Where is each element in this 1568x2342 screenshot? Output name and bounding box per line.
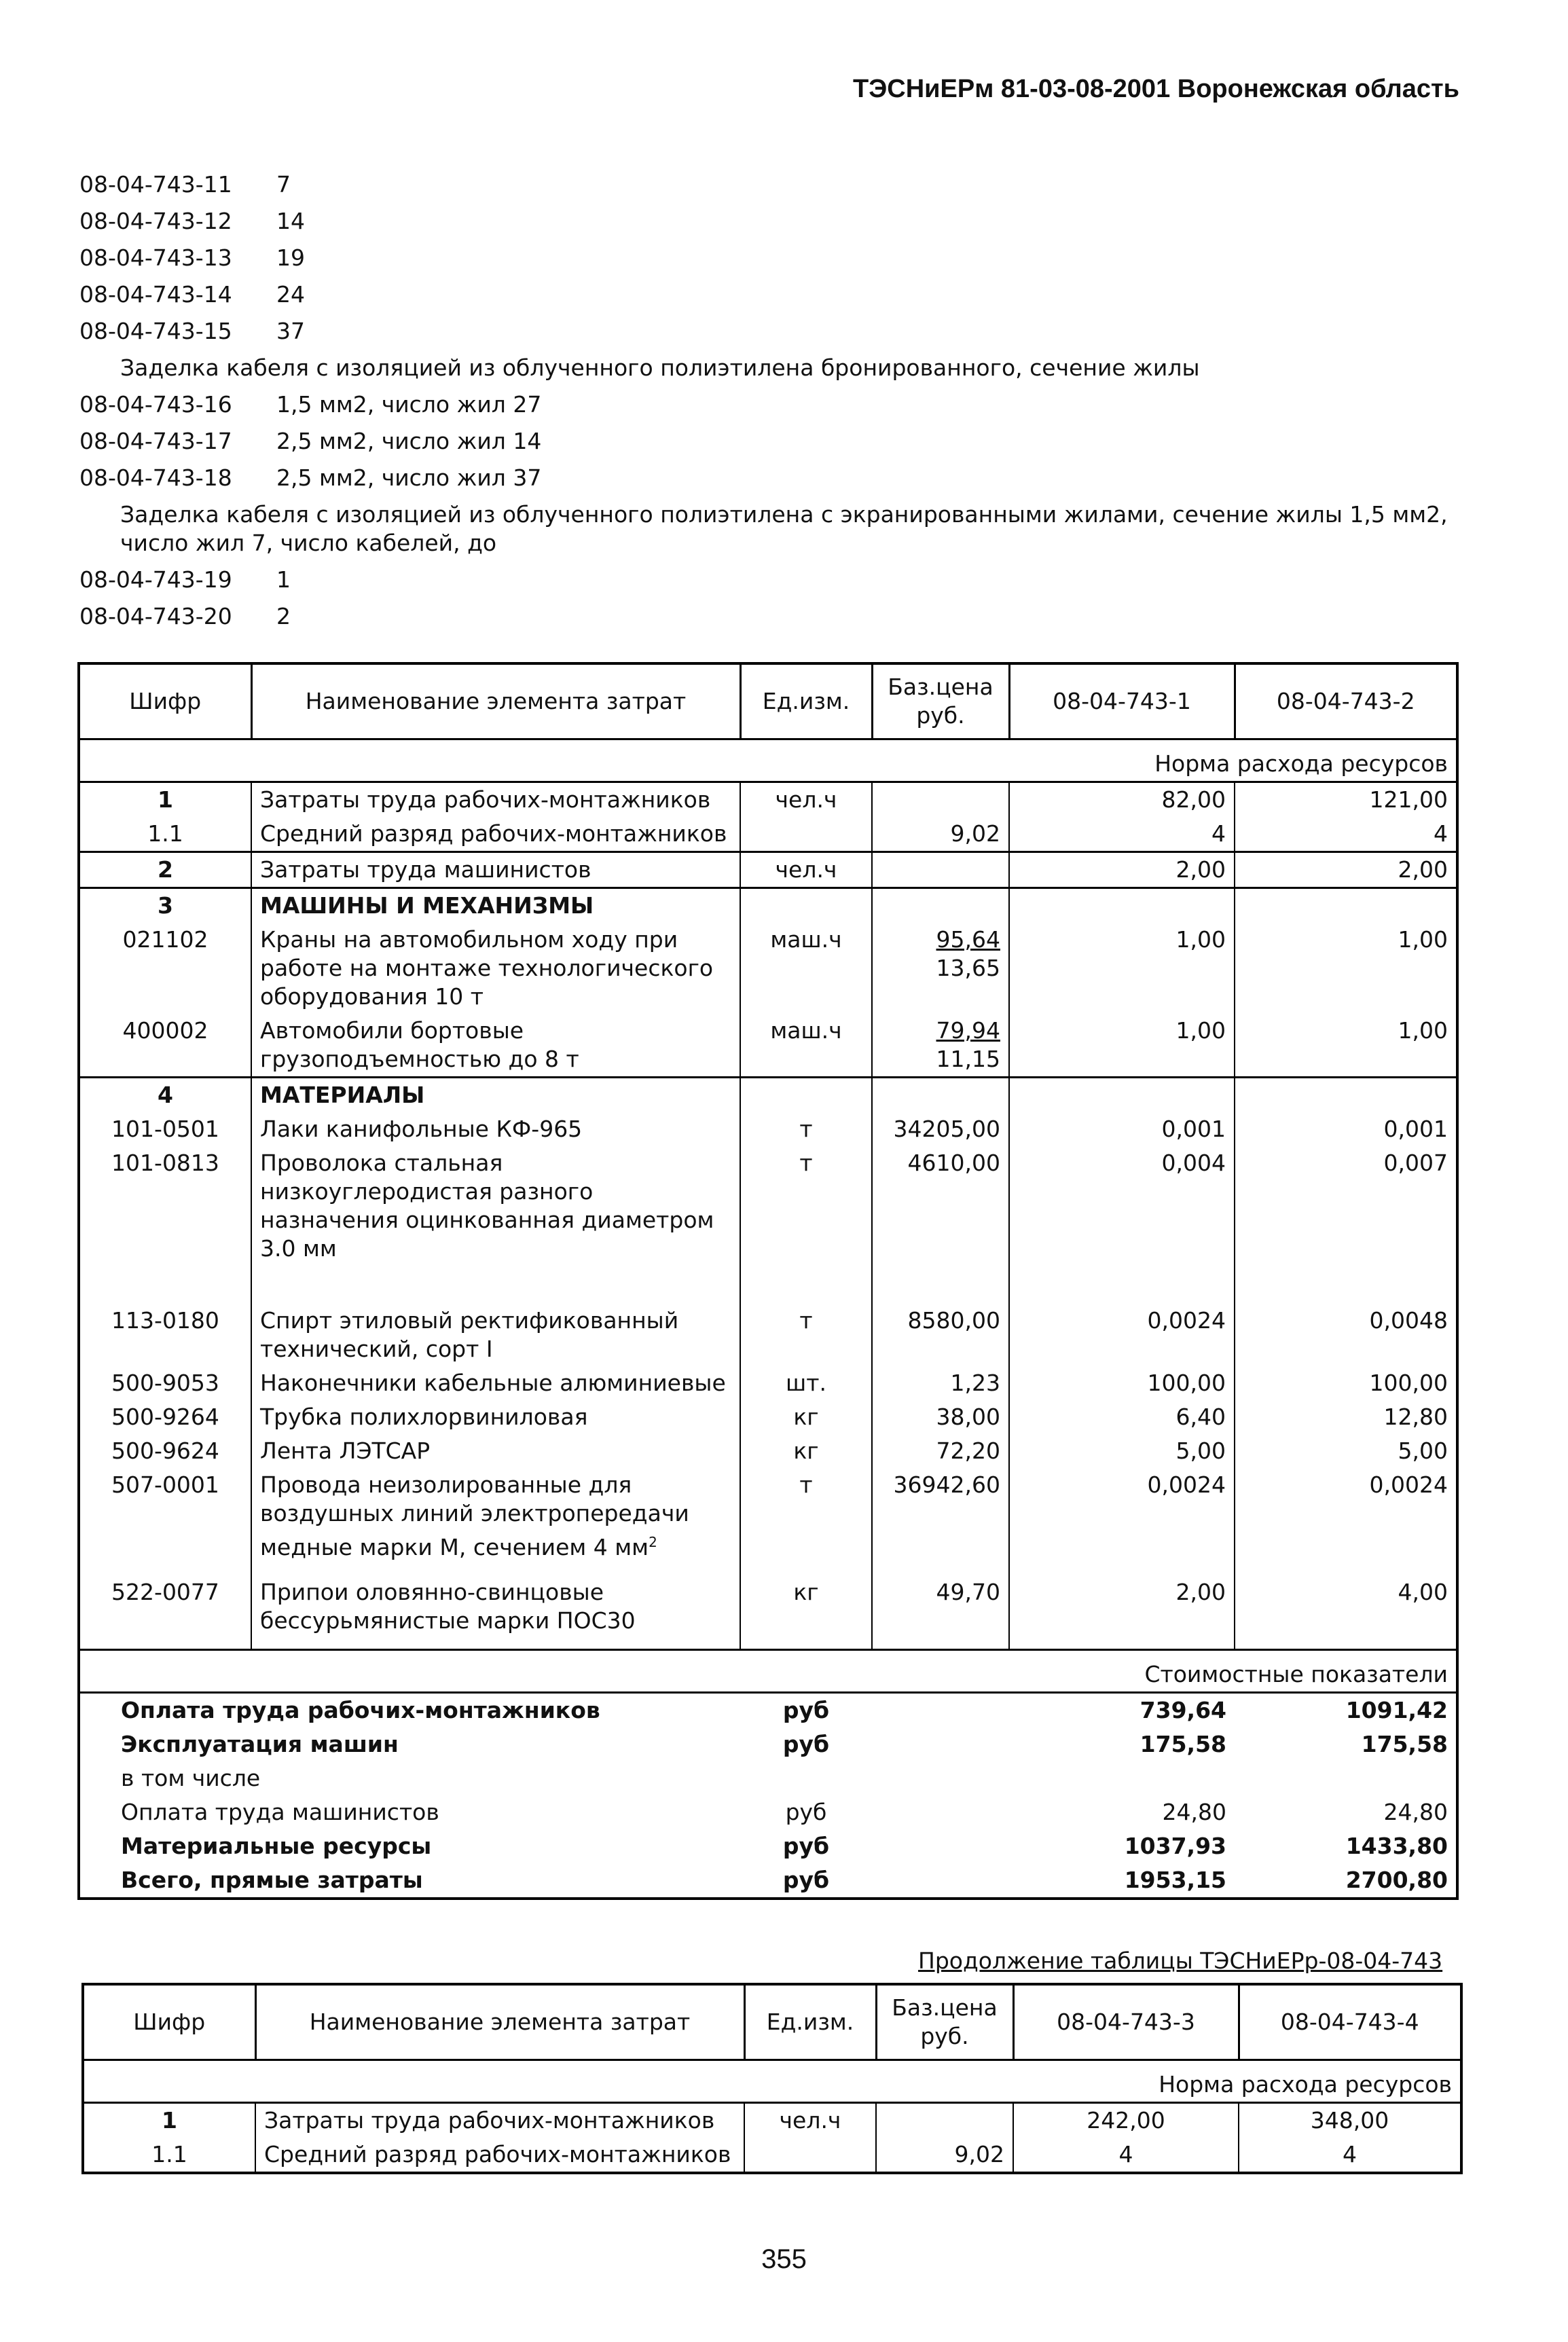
row-743-2: 121,00 — [1235, 782, 1457, 818]
code-value: 19 — [276, 244, 305, 271]
summary-row — [79, 1761, 1457, 1795]
summary-743-1: 739,64 — [1139, 1697, 1226, 1723]
col-name: Наименование элемента затрат — [251, 663, 740, 739]
code-value: 37 — [276, 318, 305, 344]
code: 08-04-743-12 — [79, 208, 232, 234]
row-name: Спирт этиловый ректификованный технический, сорт I — [251, 1304, 740, 1366]
row-unit: т — [740, 1146, 872, 1304]
row-743-2 — [1235, 888, 1457, 923]
code: 08-04-743-17 — [79, 428, 232, 454]
row-code: 2 — [79, 852, 251, 888]
cost-label: Стоимостные показатели — [79, 1650, 1457, 1693]
price-wage: 13,65 — [936, 955, 1000, 981]
code: 08-04-743-16 — [79, 391, 232, 418]
summary-name: Эксплуатация машин — [121, 1731, 399, 1757]
row-price — [872, 817, 1009, 852]
row-price — [872, 1434, 1009, 1468]
summary-row — [79, 1863, 1457, 1899]
row-name: Затраты труда машинистов — [251, 852, 740, 888]
summary-unit: руб — [782, 1697, 830, 1723]
row-price — [872, 1112, 1009, 1146]
row-name: Провода неизолированные для воздушных линий электропередачи медные марки М, сечением 4 $мм^2$ — [251, 1468, 740, 1575]
row-code: 113-0180 — [79, 1304, 251, 1366]
row-743-2 — [1235, 1078, 1457, 1113]
row-unit: кг — [740, 1400, 872, 1434]
cost-label-row — [79, 1650, 1457, 1693]
row-price — [876, 2103, 1013, 2138]
table-row — [79, 1146, 1457, 1304]
row-code: 101-0501 — [79, 1112, 251, 1146]
summary-name: в том числе — [121, 1765, 261, 1791]
row-code: 522-0077 — [79, 1575, 251, 1650]
row-743-1: 1,00 — [1009, 923, 1235, 1014]
row-code: 507-0001 — [79, 1468, 251, 1575]
col-743-2: 08-04-743-2 — [1235, 663, 1457, 739]
col-name: Наименование элемента затрат — [255, 1984, 744, 2060]
table-row — [79, 1112, 1457, 1146]
summary-unit: руб — [782, 1731, 830, 1757]
row-unit: чел.ч — [740, 852, 872, 888]
code-row — [79, 598, 1472, 635]
summary-empty — [872, 1761, 1009, 1795]
group-description: Заделка кабеля с изоляцией из облученного полиэтилена с экранированными жилами, сечение жилы 1,5 мм2, число жил 7, число кабелей, до — [120, 501, 1448, 556]
norm-label-row — [79, 739, 1457, 782]
price-value: 49,70 — [936, 1579, 1000, 1605]
row-unit — [740, 1078, 872, 1113]
table-row — [83, 2138, 1461, 2173]
code-value: 1,5 мм2, число жил 27 — [276, 391, 542, 418]
row-743-2: 1,00 — [1235, 1014, 1457, 1078]
code: 08-04-743-18 — [79, 464, 232, 491]
row-743-3: 4 — [1013, 2138, 1239, 2173]
row-743-1: 6,40 — [1009, 1400, 1235, 1434]
row-price — [872, 1400, 1009, 1434]
norm-label: Норма расхода ресурсов — [79, 739, 1457, 782]
row-price — [872, 923, 1009, 1014]
code-value: 2,5 мм2, число жил 37 — [276, 464, 542, 491]
summary-743-2: 175,58 — [1361, 1731, 1448, 1757]
row-743-2: 0,0024 — [1235, 1468, 1457, 1575]
summary-743-2: 1091,42 — [1345, 1697, 1448, 1723]
row-743-4: 4 — [1239, 2138, 1461, 2173]
code-value: 14 — [276, 208, 305, 234]
row-name: Краны на автомобильном ходу при работе на монтаже технологического оборудования 10 т — [251, 923, 740, 1014]
row-name: Средний разряд рабочих-монтажников — [255, 2138, 744, 2173]
row-code: 1.1 — [79, 817, 251, 852]
code-value: 2,5 мм2, число жил 14 — [276, 428, 542, 454]
summary-unit: руб — [782, 1867, 830, 1893]
col-743-4: 08-04-743-4 — [1239, 1984, 1461, 2060]
table-row — [79, 888, 1457, 923]
row-name: Проволока стальная низкоуглеродистая разного назначения оцинкованная диаметром 3.0 мм — [251, 1146, 740, 1304]
summary-743-2 — [1235, 1761, 1457, 1795]
price-value: 8580,00 — [907, 1307, 1000, 1334]
code: 08-04-743-19 — [79, 566, 232, 593]
row-unit — [744, 2138, 876, 2173]
price-value: 95,64 — [936, 926, 1000, 953]
row-unit: кг — [740, 1575, 872, 1650]
row-name: Лента ЛЭТСАР — [251, 1434, 740, 1468]
table-row — [79, 852, 1457, 888]
row-code: 400002 — [79, 1014, 251, 1078]
row-unit — [740, 888, 872, 923]
summary-empty — [872, 1693, 1009, 1728]
code-row — [79, 562, 1472, 598]
row-743-3: 242,00 — [1013, 2103, 1239, 2138]
row-code: 1 — [79, 782, 251, 818]
code: 08-04-743-14 — [79, 281, 232, 308]
row-unit: т — [740, 1304, 872, 1366]
summary-empty — [872, 1863, 1009, 1899]
row-code: 500-9053 — [79, 1366, 251, 1400]
row-name: Автомобили бортовые грузоподъемностью до 8 т — [251, 1014, 740, 1078]
row-unit: маш.ч — [740, 923, 872, 1014]
resource-table-1 — [77, 662, 1459, 1900]
row-name: Затраты труда рабочих-монтажников — [251, 782, 740, 818]
row-price — [872, 1304, 1009, 1366]
row-unit: т — [740, 1468, 872, 1575]
row-743-2: 4,00 — [1235, 1575, 1457, 1650]
row-743-1: 2,00 — [1009, 852, 1235, 888]
row-price — [872, 852, 1009, 888]
row-743-2: 4 — [1235, 817, 1457, 852]
table-row — [79, 923, 1457, 1014]
row-unit: т — [740, 1112, 872, 1146]
row-743-1: 0,0024 — [1009, 1468, 1235, 1575]
summary-743-1: 1037,93 — [1124, 1833, 1226, 1859]
row-code: 1.1 — [83, 2138, 255, 2173]
code-row — [79, 460, 1472, 496]
code: 08-04-743-15 — [79, 318, 232, 344]
resource-table-2 — [81, 1983, 1463, 2174]
summary-743-2: 1433,80 — [1345, 1833, 1448, 1859]
row-name: МАТЕРИАЛЫ — [251, 1078, 740, 1113]
price-value: 34205,00 — [893, 1116, 1000, 1142]
code-row — [79, 423, 1472, 460]
row-743-1 — [1009, 1078, 1235, 1113]
table-row — [79, 1014, 1457, 1078]
row-743-2: 0,007 — [1235, 1146, 1457, 1304]
row-743-2: 100,00 — [1235, 1366, 1457, 1400]
summary-row — [79, 1693, 1457, 1728]
row-unit: кг — [740, 1434, 872, 1468]
code: 08-04-743-13 — [79, 244, 232, 271]
table-continuation-caption: Продолжение таблицы ТЭСНиЕРр-08-04-743 — [918, 1947, 1443, 1974]
summary-unit: руб — [785, 1799, 827, 1825]
price-wage: 11,15 — [936, 1046, 1000, 1072]
summary-743-1: 175,58 — [1139, 1731, 1226, 1757]
summary-row — [79, 1829, 1457, 1863]
col-743-1: 08-04-743-1 — [1009, 663, 1235, 739]
row-743-1: 100,00 — [1009, 1366, 1235, 1400]
row-name: Лаки канифольные КФ-965 — [251, 1112, 740, 1146]
row-unit: чел.ч — [744, 2103, 876, 2138]
summary-empty — [872, 1829, 1009, 1863]
row-743-2: 1,00 — [1235, 923, 1457, 1014]
row-price — [872, 782, 1009, 818]
table-row — [79, 782, 1457, 818]
code-row — [79, 386, 1472, 423]
table-row — [83, 2103, 1461, 2138]
summary-743-2: 24,80 — [1383, 1799, 1448, 1825]
table-header — [79, 663, 1457, 739]
row-price — [872, 1366, 1009, 1400]
code-row — [79, 313, 1472, 350]
row-code: 021102 — [79, 923, 251, 1014]
col-price: Баз.цена руб. — [872, 663, 1009, 739]
col-shifr: Шифр — [79, 663, 251, 739]
norm-label: Норма расхода ресурсов — [83, 2060, 1461, 2103]
summary-743-1: 24,80 — [1162, 1799, 1226, 1825]
row-743-1: 1,00 — [1009, 1014, 1235, 1078]
row-price — [872, 1014, 1009, 1078]
table-row — [79, 817, 1457, 852]
norm-label-row — [83, 2060, 1461, 2103]
col-unit: Ед.изм. — [740, 663, 872, 739]
col-price: Баз.цена руб. — [876, 1984, 1013, 2060]
row-743-1: 0,004 — [1009, 1146, 1235, 1304]
table-row — [79, 1575, 1457, 1650]
summary-empty — [872, 1795, 1009, 1829]
table-row — [79, 1366, 1457, 1400]
row-743-1: 2,00 — [1009, 1575, 1235, 1650]
code-row — [79, 240, 1472, 276]
row-price — [872, 888, 1009, 923]
row-price — [872, 1468, 1009, 1575]
row-743-2: 0,001 — [1235, 1112, 1457, 1146]
row-743-1 — [1009, 888, 1235, 923]
row-code: 4 — [79, 1078, 251, 1113]
row-price — [872, 1078, 1009, 1113]
code-value: 1 — [276, 566, 291, 593]
summary-name: Материальные ресурсы — [121, 1833, 432, 1859]
code-value: 2 — [276, 603, 291, 629]
row-name: МАШИНЫ И МЕХАНИЗМЫ — [251, 888, 740, 923]
row-743-2: 5,00 — [1235, 1434, 1457, 1468]
summary-unit — [740, 1761, 872, 1795]
group-description: Заделка кабеля с изоляцией из облученного полиэтилена бронированного, сечение жилы — [120, 354, 1200, 381]
price-value: 36942,60 — [893, 1471, 1000, 1498]
row-743-2: 2,00 — [1235, 852, 1457, 888]
table-row — [79, 1304, 1457, 1366]
code-value: 24 — [276, 281, 305, 308]
col-shifr: Шифр — [83, 1984, 255, 2060]
price-value: 9,02 — [950, 820, 1000, 847]
code: 08-04-743-11 — [79, 171, 232, 198]
row-code: 3 — [79, 888, 251, 923]
price-value: 38,00 — [936, 1404, 1000, 1430]
row-743-2: 0,0048 — [1235, 1304, 1457, 1366]
superscript: 2 — [649, 1534, 657, 1550]
summary-row — [79, 1795, 1457, 1829]
summary-empty — [872, 1727, 1009, 1761]
summary-743-1 — [1009, 1761, 1235, 1795]
price-value: 79,94 — [936, 1017, 1000, 1044]
summary-name: Оплата труда машинистов — [121, 1799, 439, 1825]
summary-743-1: 1953,15 — [1124, 1867, 1226, 1893]
row-code: 1 — [83, 2103, 255, 2138]
summary-743-2: 2700,80 — [1345, 1867, 1448, 1893]
col-743-3: 08-04-743-3 — [1013, 1984, 1239, 2060]
row-code: 101-0813 — [79, 1146, 251, 1304]
code-value: 7 — [276, 171, 291, 198]
price-value: 72,20 — [936, 1438, 1000, 1464]
table-header — [83, 1984, 1461, 2060]
row-743-1: 4 — [1009, 817, 1235, 852]
row-unit — [740, 817, 872, 852]
row-unit: чел.ч — [740, 782, 872, 818]
code-row — [79, 166, 1472, 203]
row-price: 9,02 — [876, 2138, 1013, 2173]
table-row — [79, 1400, 1457, 1434]
row-743-1: 5,00 — [1009, 1434, 1235, 1468]
row-743-4: 348,00 — [1239, 2103, 1461, 2138]
row-unit: маш.ч — [740, 1014, 872, 1078]
row-name: Трубка полихлорвиниловая — [251, 1400, 740, 1434]
table-row — [79, 1078, 1457, 1113]
row-name: Средний разряд рабочих-монтажников — [251, 817, 740, 852]
code-row — [79, 203, 1472, 240]
code-list — [79, 166, 1472, 635]
row-unit: шт. — [740, 1366, 872, 1400]
page-header: ТЭСНиЕРм 81-03-08-2001 Воронежская область — [853, 75, 1459, 103]
page-number: 355 — [761, 2244, 807, 2274]
code-row — [79, 276, 1472, 313]
row-code: 500-9264 — [79, 1400, 251, 1434]
row-name: Затраты труда рабочих-монтажников — [255, 2103, 744, 2138]
summary-row — [79, 1727, 1457, 1761]
row-price — [872, 1146, 1009, 1304]
summary-unit: руб — [782, 1833, 830, 1859]
row-743-2: 12,80 — [1235, 1400, 1457, 1434]
row-price — [872, 1575, 1009, 1650]
row-743-1: 0,0024 — [1009, 1304, 1235, 1366]
price-value: 1,23 — [950, 1370, 1000, 1396]
row-name: Наконечники кабельные алюминиевые — [251, 1366, 740, 1400]
col-unit: Ед.изм. — [744, 1984, 876, 2060]
table-row — [79, 1468, 1457, 1575]
row-code: 500-9624 — [79, 1434, 251, 1468]
code: 08-04-743-20 — [79, 603, 232, 629]
row-743-1: 82,00 — [1009, 782, 1235, 818]
table-row — [79, 1434, 1457, 1468]
row-743-1: 0,001 — [1009, 1112, 1235, 1146]
summary-name: Оплата труда рабочих-монтажников — [121, 1697, 600, 1723]
row-name: Припои оловянно-свинцовые бессурьмянистые марки ПОС30 — [251, 1575, 740, 1650]
summary-name: Всего, прямые затраты — [121, 1867, 423, 1893]
price-value: 4610,00 — [907, 1150, 1000, 1176]
